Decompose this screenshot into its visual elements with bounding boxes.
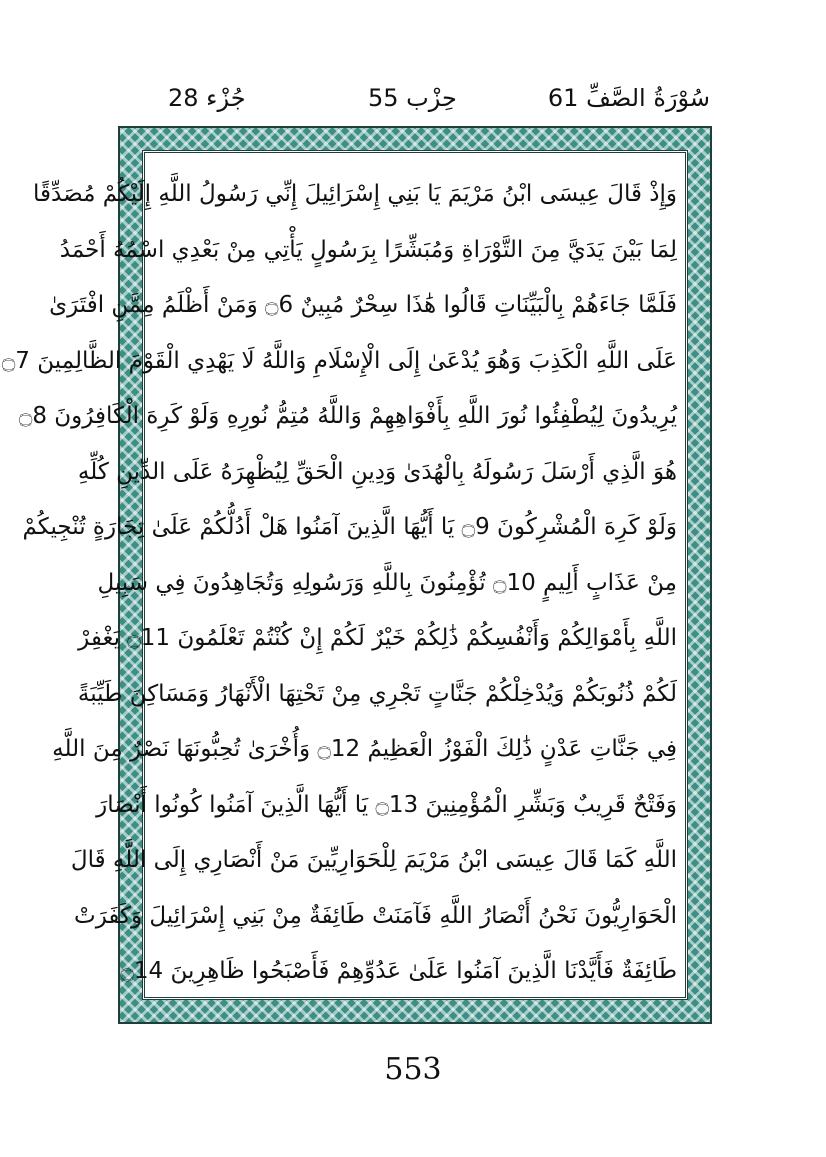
text-line-2: لِمَا بَيْنَ يَدَيَّ مِنَ التَّوْرَاةِ وَمُبَشِّرًا بِرَسُولٍ يَأْتِي مِنْ بَعْدِي اسْمُهُ أَحْمَدُ [59,236,677,263]
text-line-9: اللَّهِ بِأَمْوَالِكُمْ وَأَنْفُسِكُمْ ذَٰلِكُمْ خَيْرٌ لَكُمْ إِنْ كُنْتُمْ تَعْلَمُونَ ۝11 يَغْفِرْ [78,625,677,651]
text-line-10: لَكُمْ ذُنُوبَكُمْ وَيُدْخِلْكُمْ جَنَّاتٍ تَجْرِي مِنْ تَحْتِهَا الْأَنْهَارُ وَمَسَاكِنَ طَيِّبَةً [77,680,677,707]
page-number: 553 [384,1052,442,1087]
juz-label: جُزْء 28 [168,84,246,112]
page-header [120,80,710,120]
hizb-label: حِزْب 55 [368,84,457,112]
text-line-1: وَإِذْ قَالَ عِيسَى ابْنُ مَرْيَمَ يَا بَنِي إِسْرَائِيلَ إِنِّي رَسُولُ اللَّهِ إِلَيْكُمْ مُصَدِّقًا [33,181,677,207]
text-line-11: فِي جَنَّاتِ عَدْنٍ ذَٰلِكَ الْفَوْزُ الْعَظِيمُ ۝12 وَأُخْرَىٰ تُحِبُّونَهَا نَصْرٌ مِنَ اللَّهِ [52,736,677,762]
surah-title: 61 سُوْرَةُ الصَّفِّ [547,84,710,112]
text-line-14: الْحَوَارِيُّونَ نَحْنُ أَنْصَارُ اللَّهِ فَآمَنَتْ طَائِفَةٌ مِنْ بَنِي إِسْرَائِيلَ وَكَفَرَتْ [74,902,677,929]
text-line-4: عَلَى اللَّهِ الْكَذِبَ وَهُوَ يُدْعَىٰ إِلَى الْإِسْلَامِ وَاللَّهُ لَا يَهْدِي الْقَوْمَ الظَّالِمِينَ ۝7 [1,347,677,374]
text-line-6: هُوَ الَّذِي أَرْسَلَ رَسُولَهُ بِالْهُدَىٰ وَدِينِ الْحَقِّ لِيُظْهِرَهُ عَلَى الدِّينِ كُلِّهِ [77,458,677,485]
text-line-15: طَائِفَةٌ فَأَيَّدْنَا الَّذِينَ آمَنُوا عَلَىٰ عَدُوِّهِمْ فَأَصْبَحُوا ظَاهِرِينَ ۝14 [120,958,677,984]
text-line-12: وَفَتْحٌ قَرِيبٌ وَبَشِّرِ الْمُؤْمِنِينَ ۝13 يَا أَيُّهَا الَّذِينَ آمَنُوا كُونُوا أَنْصَارَ [96,791,677,818]
text-line-7: وَلَوْ كَرِهَ الْمُشْرِكُونَ ۝9 يَا أَيُّهَا الَّذِينَ آمَنُوا هَلْ أَدُلُّكُمْ عَلَىٰ تِجَارَةٍ تُنْجِيكُمْ [22,514,677,540]
ornamental-frame [1,126,712,1024]
text-line-5: يُرِيدُونَ لِيُطْفِئُوا نُورَ اللَّهِ بِأَفْوَاهِهِمْ وَاللَّهُ مُتِمُّ نُورِهِ وَلَوْ كَرِهَ الْكَافِرُونَ ۝8 [18,403,677,429]
text-line-8: مِنْ عَذَابٍ أَلِيمٍ ۝10 تُؤْمِنُونَ بِاللَّهِ وَرَسُولِهِ وَتُجَاهِدُونَ فِي سَبِيلِ [97,569,677,596]
text-line-13: اللَّهِ كَمَا قَالَ عِيسَى ابْنُ مَرْيَمَ لِلْحَوَارِيِّينَ مَنْ أَنْصَارِي إِلَى اللَّهِ قَالَ [70,847,677,873]
ayah-text-block [1,167,677,1000]
text-panel [1,150,688,1000]
text-line-3: فَلَمَّا جَاءَهُمْ بِالْبَيِّنَاتِ قَالُوا هَٰذَا سِحْرٌ مُبِينٌ ۝6 وَمَنْ أَظْلَمُ مِمَّنِ افْتَرَىٰ [49,292,677,318]
